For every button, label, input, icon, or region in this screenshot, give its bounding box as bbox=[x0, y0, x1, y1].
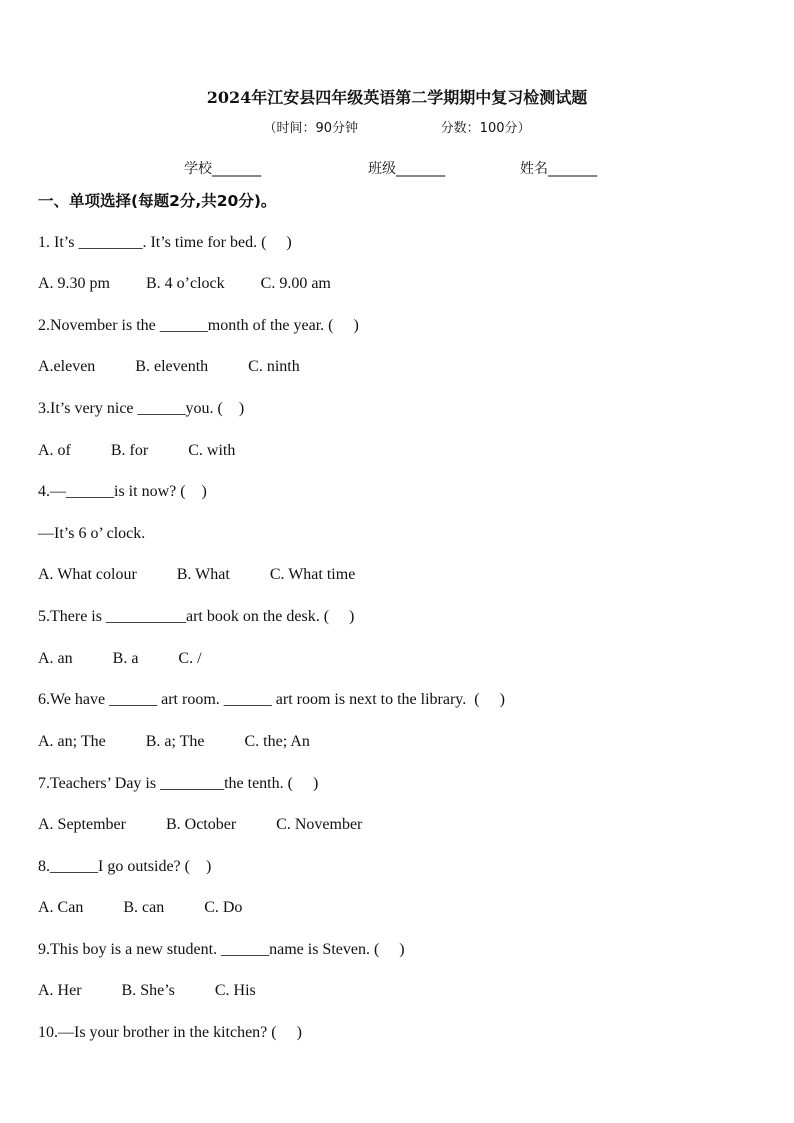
options-3: A. of B. for C. with bbox=[38, 442, 236, 459]
options-2: A.eleven B. eleventh C. ninth bbox=[38, 358, 300, 375]
question-2: 2.November is the ______month of the year. ( ) bbox=[38, 317, 359, 334]
question-3: 3.It’s very nice ______you. ( ) bbox=[38, 400, 245, 417]
question-10: 10.—Is your brother in the kitchen? ( ) bbox=[38, 1024, 302, 1041]
options-5: A. an B. a C. / bbox=[38, 650, 202, 667]
options-9: A. Her B. She’s C. His bbox=[38, 982, 256, 999]
class-field: 班级_______ bbox=[368, 161, 445, 177]
page-title: 2024年江安县四年级英语第二学期期中复习检测试题 bbox=[206, 88, 588, 107]
name-field: 姓名_______ bbox=[520, 161, 597, 177]
student-info-row bbox=[0, 158, 794, 180]
question-7: 7.Teachers’ Day is ________the tenth. ( ) bbox=[38, 775, 319, 792]
options-6: A. an; The B. a; The C. the; An bbox=[38, 733, 310, 750]
options-4: A. What colour B. What C. What time bbox=[38, 566, 356, 583]
question-1: 1. It’s ________. It’s time for bed. ( ) bbox=[38, 234, 292, 251]
options-1: A. 9.30 pm B. 4 o’clock C. 9.00 am bbox=[38, 275, 331, 292]
options-7: A. September B. October C. November bbox=[38, 816, 363, 833]
section-heading: 一、单项选择(每题2分,共20分)。 bbox=[38, 192, 277, 210]
question-4: 4.—______is it now? ( ) bbox=[38, 483, 207, 500]
exam-time-score: （时间：90分钟 分数：100分） bbox=[263, 121, 531, 136]
options-8: A. Can B. can C. Do bbox=[38, 899, 243, 916]
question-4-answer-line: —It’s 6 o’ clock. bbox=[38, 525, 146, 542]
question-6: 6.We have ______ art room. ______ art room is next to the library. ( ) bbox=[38, 691, 505, 708]
question-5: 5.There is __________art book on the desk. ( ) bbox=[38, 608, 355, 625]
question-8: 8.______I go outside? ( ) bbox=[38, 858, 212, 875]
question-9: 9.This boy is a new student. ______name is Steven. ( ) bbox=[38, 941, 405, 958]
school-field: 学校_______ bbox=[184, 161, 261, 177]
